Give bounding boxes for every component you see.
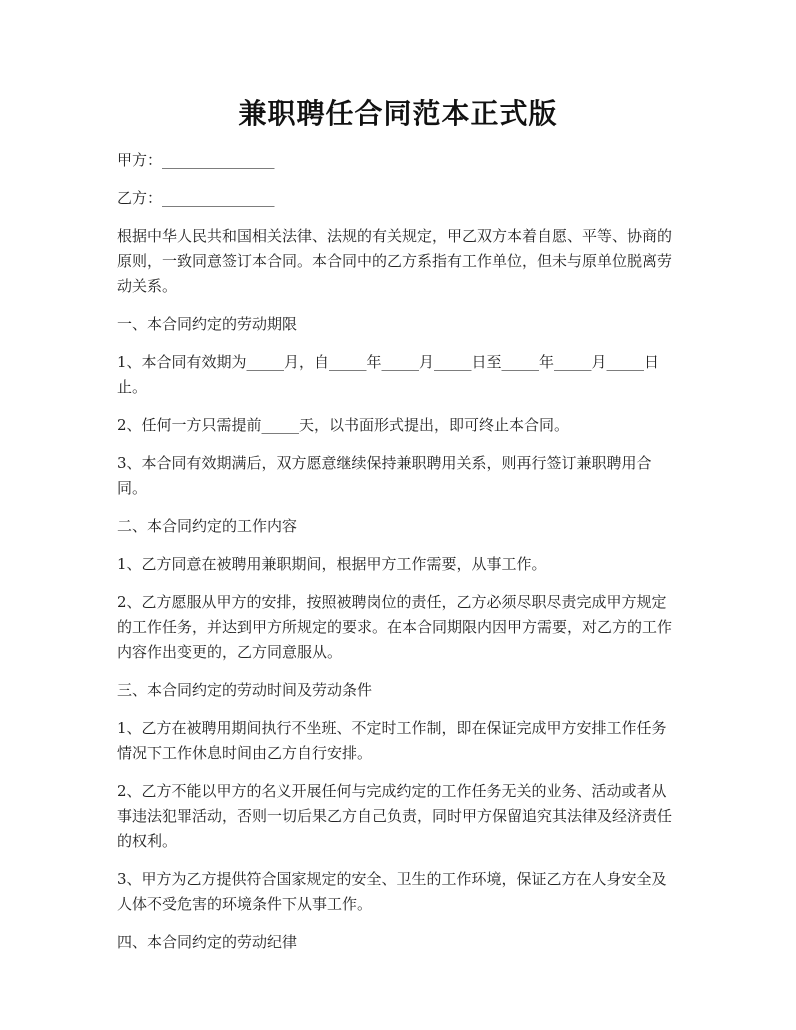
clause-paragraph: 2、任何一方只需提前_____天，以书面形式提出，即可终止本合同。 xyxy=(117,416,570,434)
clause-paragraph: 1、本合同有效期为_____月，自_____年_____月_____日至_____年_____月_____日止。 xyxy=(117,353,660,396)
section-heading-4: 四、本合同约定的劳动纪律 xyxy=(117,933,298,951)
clause-paragraph: 1、乙方在被聘用期间执行不坐班、不定时工作制，即在保证完成甲方安排工作任务情况下工作休息时间由乙方自行安排。 xyxy=(117,719,667,762)
section-heading-3: 三、本合同约定的劳动时间及劳动条件 xyxy=(117,681,373,699)
party-a-line: 甲方：_______________ xyxy=(117,151,275,169)
document-body xyxy=(117,148,679,968)
party-b-line: 乙方：_______________ xyxy=(117,189,275,207)
clause-paragraph: 1、乙方同意在被聘用兼职期间，根据甲方工作需要，从事工作。 xyxy=(117,555,547,573)
section-heading-2: 二、本合同约定的工作内容 xyxy=(117,517,298,535)
clause-paragraph: 3、本合同有效期满后，双方愿意继续保持兼职聘用关系，则再行签订兼职聘用合同。 xyxy=(117,454,652,497)
preamble-paragraph: 根据中华人民共和国相关法律、法规的有关规定，甲乙双方本着自愿、平等、协商的原则，一致同意签订本合同。本合同中的乙方系指有工作单位，但未与原单位脱离劳动关系。 xyxy=(117,227,673,295)
section-heading-1: 一、本合同约定的劳动期限 xyxy=(117,315,298,333)
clause-paragraph: 2、乙方愿服从甲方的安排，按照被聘岗位的责任，乙方必须尽职尽责完成甲方规定的工作任务，并达到甲方所规定的要求。在本合同期限内因甲方需要，对乙方的工作内容作出变更的，乙方同意服从。 xyxy=(117,593,673,661)
document-title: 兼职聘任合同范本正式版 xyxy=(238,97,558,130)
clause-paragraph: 3、甲方为乙方提供符合国家规定的安全、卫生的工作环境，保证乙方在人身安全及人体不受危害的环境条件下从事工作。 xyxy=(117,870,667,913)
clause-paragraph: 2、乙方不能以甲方的名义开展任何与完成约定的工作任务无关的业务、活动或者从事违法犯罪活动，否则一切后果乙方自己负责，同时甲方保留追究其法律及经济责任的权利。 xyxy=(117,782,673,850)
